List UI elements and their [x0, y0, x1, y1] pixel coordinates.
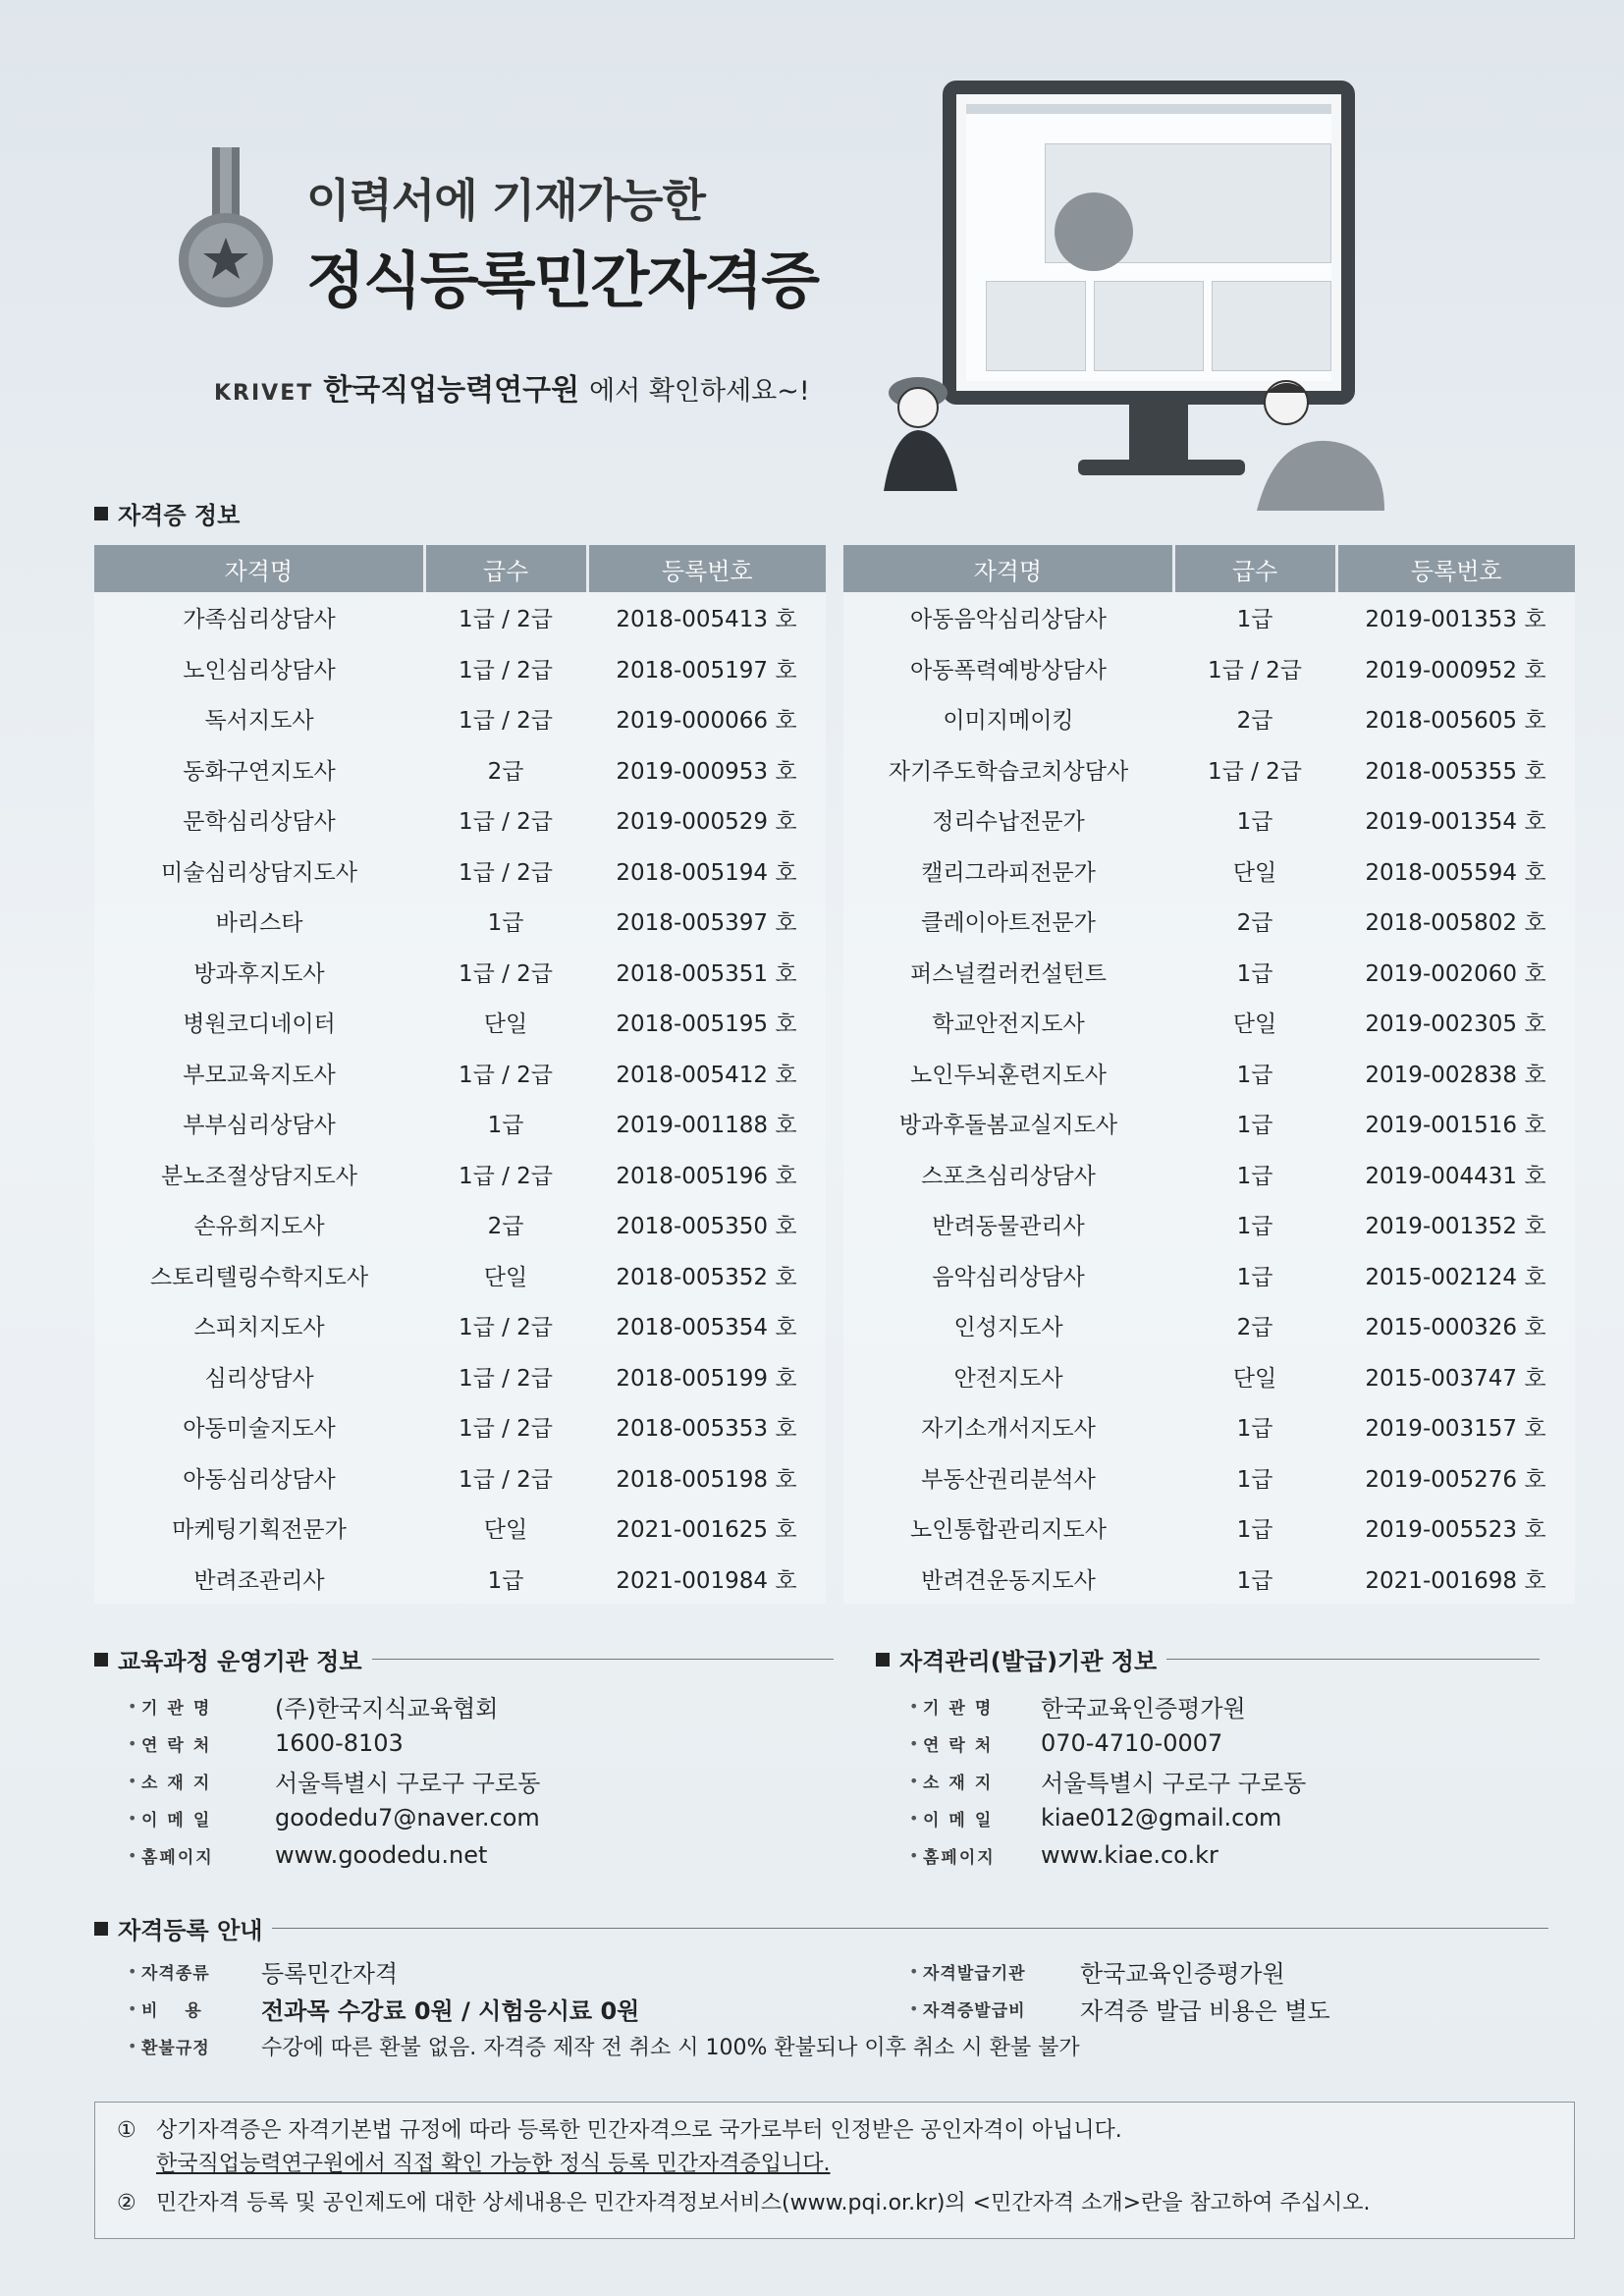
info-row: • 이메일 goodedu7@naver.com — [128, 1804, 540, 1831]
cert-reg: 2018-005195 호 — [616, 1011, 797, 1038]
cert-reg: 2019-003157 호 — [1365, 1416, 1546, 1443]
col-header-grade: 급수 — [424, 545, 587, 592]
table-row — [843, 896, 1575, 947]
info-value: (주)한국지식교육협회 — [275, 1694, 499, 1722]
cert-grade: 1급 — [1236, 809, 1273, 836]
table-row — [94, 846, 826, 897]
cert-grade: 1급 / 2급 — [458, 1315, 554, 1341]
info-value: 서울특별시 구로구 구로동 — [275, 1769, 541, 1797]
note-number: ② — [117, 2191, 136, 2215]
cert-grade: 1급 — [1236, 1416, 1273, 1443]
cert-reg: 2018-005197 호 — [616, 657, 797, 683]
cert-reg: 2018-005199 호 — [616, 1365, 797, 1392]
info-value: goodedu7@naver.com — [275, 1804, 540, 1831]
cert-grade: 2급 — [487, 758, 524, 785]
divider — [372, 1659, 834, 1660]
cert-grade: 2급 — [1236, 1315, 1273, 1341]
cert-reg: 2018-005198 호 — [616, 1466, 797, 1493]
table-row — [94, 1351, 826, 1402]
table-row — [843, 794, 1575, 846]
cert-table-right — [843, 545, 1575, 1604]
cert-grade: 1급 / 2급 — [1207, 657, 1303, 683]
table-row — [94, 1401, 826, 1452]
info-value: 한국교육인증평가원 — [1041, 1694, 1246, 1722]
cert-name: 안전지도사 — [953, 1365, 1063, 1392]
note-1 — [117, 2114, 1552, 2181]
cert-name: 부모교육지도사 — [183, 1062, 336, 1088]
info-value: 070-4710-0007 — [1041, 1729, 1223, 1757]
info-value: 1600-8103 — [275, 1729, 404, 1757]
cert-reg: 2019-001353 호 — [1365, 607, 1546, 633]
medal-icon — [177, 147, 275, 314]
table-row — [843, 1554, 1575, 1605]
cert-grade: 1급 / 2급 — [458, 708, 554, 735]
table-row — [94, 1503, 826, 1554]
cert-reg: 2018-005350 호 — [616, 1214, 797, 1240]
cert-grade: 1급 / 2급 — [458, 960, 554, 987]
cert-name: 노인심리상담사 — [183, 657, 336, 683]
info-label: 홈페이지 — [923, 1847, 996, 1868]
note-text: 한국직업능력연구원에서 직접 확인 가능한 정식 등록 민간자격증입니다. — [156, 2152, 831, 2176]
cert-reg: 2019-000953 호 — [616, 758, 797, 785]
cert-reg: 2019-000952 호 — [1365, 657, 1546, 683]
note-text: 상기자격증은 자격기본법 규정에 따라 등록한 민간자격으로 국가로부터 인정받은 공인자격이 아닙니다. — [156, 2118, 1122, 2143]
cert-grade: 2급 — [1236, 708, 1273, 735]
edu-org-label: 교육과정 운영기관 정보 — [118, 1648, 362, 1675]
info-row: • 기관명 한국교육인증평가원 — [909, 1687, 1306, 1724]
cert-reg: 2018-005397 호 — [616, 910, 797, 937]
table-row — [843, 997, 1575, 1048]
table-row — [843, 1199, 1575, 1250]
table-row — [94, 1149, 826, 1200]
cert-reg: 2019-002305 호 — [1365, 1011, 1546, 1038]
table-row — [843, 1300, 1575, 1351]
cert-reg: 2019-004431 호 — [1365, 1163, 1546, 1189]
table-row — [94, 693, 826, 744]
cert-grade: 1급 — [1236, 1466, 1273, 1493]
cert-name: 퍼스널컬러컨설턴트 — [910, 960, 1107, 987]
square-bullet-icon — [876, 1653, 890, 1667]
cert-reg: 2019-000066 호 — [616, 708, 797, 735]
registration-section-title — [94, 1911, 1548, 1945]
cert-grade: 단일 — [483, 1517, 528, 1544]
cert-reg: 2019-001354 호 — [1365, 809, 1546, 836]
cert-reg: 2015-002124 호 — [1365, 1264, 1546, 1290]
info-value: 전과목 수강료 0원 / 시험응시료 0원 — [261, 1996, 640, 2025]
cert-name: 노인두뇌훈련지도사 — [910, 1062, 1107, 1088]
cert-reg: 2018-005605 호 — [1365, 708, 1546, 735]
cert-grade: 2급 — [487, 1214, 524, 1240]
cert-section-label: 자격증 정보 — [118, 502, 241, 529]
info-value: www.goodedu.net — [275, 1841, 488, 1869]
cert-name: 캘리그라피전문가 — [921, 859, 1096, 886]
cert-reg: 2019-002060 호 — [1365, 960, 1546, 987]
cert-name: 미술심리상담지도사 — [161, 859, 357, 886]
cert-name: 아동심리상담사 — [183, 1466, 336, 1493]
info-row: • 자격발급기관 한국교육인증평가원 — [909, 1952, 1330, 1990]
cert-reg: 2018-005412 호 — [616, 1062, 797, 1088]
cert-grade: 1급 / 2급 — [458, 657, 554, 683]
krivet-tail: 에서 확인하세요~! — [589, 376, 810, 407]
table-row — [843, 1250, 1575, 1301]
info-label: 자격종류 — [141, 1963, 210, 1984]
cert-reg: 2018-005196 호 — [616, 1163, 797, 1189]
cert-name: 스토리텔링수학지도사 — [149, 1264, 369, 1290]
info-label: 비용 — [141, 2000, 229, 2021]
cert-table-left — [94, 545, 826, 1604]
info-value: 한국교육인증평가원 — [1080, 1959, 1285, 1988]
krivet-logo: KRIVET — [214, 381, 314, 406]
square-bullet-icon — [94, 1922, 108, 1936]
table-row — [843, 693, 1575, 744]
divider — [272, 1928, 1548, 1929]
note-text: 민간자격 등록 및 공인제도에 대한 상세내용은 민간자격정보서비스(www.pqi.or.kr)의 <민간자격 소개>란을 참고하여 주십시오. — [156, 2191, 1371, 2215]
table-row — [94, 1250, 826, 1301]
cert-reg: 2021-001984 호 — [616, 1567, 797, 1594]
info-label: 자격증발급비 — [923, 2000, 1026, 2021]
note-number: ① — [117, 2118, 136, 2143]
table-row — [843, 1098, 1575, 1149]
cert-grade: 1급 / 2급 — [458, 809, 554, 836]
cert-reg: 2018-005352 호 — [616, 1264, 797, 1290]
table-row — [843, 1149, 1575, 1200]
background-ghost-text — [98, 39, 149, 210]
col-header-name: 자격명 — [94, 545, 424, 592]
info-label: 소재지 — [141, 1773, 220, 1793]
cert-reg: 2018-005194 호 — [616, 859, 797, 886]
cert-name: 아동음악심리상담사 — [910, 607, 1107, 633]
header-subtitle: 이력서에 기재가능한 — [306, 174, 705, 227]
cert-reg: 2018-005802 호 — [1365, 910, 1546, 937]
cert-name: 반려동물관리사 — [932, 1214, 1085, 1240]
table-row — [94, 794, 826, 846]
cert-grade: 1급 — [1236, 960, 1273, 987]
table-row — [94, 1098, 826, 1149]
issue-org-section-title — [876, 1642, 1540, 1676]
cert-name: 심리상담사 — [204, 1365, 314, 1392]
info-label: 기관명 — [141, 1698, 220, 1719]
cert-name: 클레이아트전문가 — [921, 910, 1096, 937]
cert-name: 인성지도사 — [953, 1315, 1063, 1341]
divider — [1166, 1659, 1540, 1660]
cert-grade: 1급 — [1236, 1567, 1273, 1594]
square-bullet-icon — [94, 507, 108, 520]
info-row: • 소재지 서울특별시 구로구 구로동 — [128, 1762, 540, 1799]
cert-grade: 1급 / 2급 — [458, 1163, 554, 1189]
cert-name: 독서지도사 — [204, 708, 314, 735]
cert-name: 가족심리상담사 — [183, 607, 336, 633]
cert-grade: 단일 — [483, 1011, 528, 1038]
info-label: 자격발급기관 — [923, 1963, 1026, 1984]
cert-reg: 2015-003747 호 — [1365, 1365, 1546, 1392]
cert-grade: 단일 — [483, 1264, 528, 1290]
table-row — [94, 1048, 826, 1099]
krivet-name: 한국직업능력연구원 — [323, 373, 580, 408]
table-row — [94, 592, 826, 643]
cert-reg: 2018-005355 호 — [1365, 758, 1546, 785]
cert-grade: 단일 — [1232, 859, 1277, 886]
cert-grade: 1급 / 2급 — [458, 1416, 554, 1443]
cert-name: 마케팅기획전문가 — [172, 1517, 347, 1544]
cert-reg: 2015-000326 호 — [1365, 1315, 1546, 1341]
cert-grade: 1급 — [1236, 1163, 1273, 1189]
table-row — [843, 947, 1575, 998]
edu-org-section-title — [94, 1642, 834, 1676]
cert-name: 바리스타 — [215, 910, 303, 937]
info-label: 이메일 — [141, 1810, 220, 1831]
table-row — [94, 643, 826, 694]
cert-name: 학교안전지도사 — [932, 1011, 1085, 1038]
cert-name: 손유희지도사 — [193, 1214, 325, 1240]
table-row — [94, 744, 826, 795]
table-row — [843, 592, 1575, 643]
cert-reg: 2018-005354 호 — [616, 1315, 797, 1341]
cert-reg: 2019-005523 호 — [1365, 1517, 1546, 1544]
cert-reg: 2019-001516 호 — [1365, 1113, 1546, 1139]
issue-org-label: 자격관리(발급)기관 정보 — [899, 1648, 1158, 1675]
cert-grade: 1급 — [487, 1113, 524, 1139]
cert-reg: 2019-002838 호 — [1365, 1062, 1546, 1088]
info-label: 홈페이지 — [141, 1847, 214, 1868]
edu-org-info — [128, 1687, 540, 1874]
cert-reg: 2018-005413 호 — [616, 607, 797, 633]
registration-label: 자격등록 안내 — [118, 1917, 263, 1944]
info-row: • 자격종류 등록민간자격 — [128, 1952, 1080, 1990]
cert-grade: 1급 / 2급 — [1207, 758, 1303, 785]
cert-name: 노인통합관리지도사 — [910, 1517, 1107, 1544]
table-row — [94, 997, 826, 1048]
cert-name: 스포츠심리상담사 — [921, 1163, 1096, 1189]
info-row: • 기관명 (주)한국지식교육협회 — [128, 1687, 540, 1724]
info-label: 연락처 — [923, 1735, 1001, 1756]
cert-name: 분노조절상담지도사 — [161, 1163, 357, 1189]
info-label: 환불규정 — [141, 2038, 210, 2058]
table-row — [843, 1503, 1575, 1554]
cert-reg: 2019-001352 호 — [1365, 1214, 1546, 1240]
info-row: • 홈페이지 www.kiae.co.kr — [909, 1841, 1218, 1869]
monitor-stand — [1129, 405, 1188, 464]
cert-grade: 단일 — [1232, 1011, 1277, 1038]
issue-org-info — [909, 1687, 1306, 1874]
person-illustration — [1247, 373, 1394, 511]
table-row — [843, 1048, 1575, 1099]
table-row — [94, 1199, 826, 1250]
cert-grade: 단일 — [1232, 1365, 1277, 1392]
cert-name: 반려조관리사 — [193, 1567, 325, 1594]
cert-reg: 2019-000529 호 — [616, 809, 797, 836]
cert-grade: 1급 — [1236, 1264, 1273, 1290]
table-row — [94, 1452, 826, 1503]
info-value: 수강에 따른 환불 없음. 자격증 제작 전 취소 시 100% 환불되나 이후 취소 시 환불 불가 — [261, 2035, 1080, 2060]
square-bullet-icon — [94, 1653, 108, 1667]
cert-grade: 1급 / 2급 — [458, 1365, 554, 1392]
table-row — [843, 744, 1575, 795]
monitor-illustration — [943, 81, 1355, 405]
table-row — [843, 1452, 1575, 1503]
notes-box — [94, 2102, 1575, 2239]
cert-reg: 2019-005276 호 — [1365, 1466, 1546, 1493]
cert-grade: 1급 — [1236, 1062, 1273, 1088]
cert-reg: 2018-005351 호 — [616, 960, 797, 987]
cert-name: 정리수납전문가 — [932, 809, 1085, 836]
monitor-base — [1078, 460, 1245, 475]
table-row — [843, 643, 1575, 694]
person-illustration — [864, 363, 972, 491]
cert-name: 이미지메이킹 — [943, 708, 1074, 735]
registration-info-right — [909, 1952, 1330, 2027]
info-value: 서울특별시 구로구 구로동 — [1041, 1769, 1307, 1797]
cert-name: 부부심리상담사 — [183, 1113, 336, 1139]
cert-name: 아동미술지도사 — [183, 1416, 336, 1443]
info-label: 연락처 — [141, 1735, 220, 1756]
cert-name: 아동폭력예방상담사 — [910, 657, 1107, 683]
info-label: 이메일 — [923, 1810, 1001, 1831]
info-value: 자격증 발급 비용은 별도 — [1080, 1996, 1330, 2025]
cert-grade: 1급 — [1236, 607, 1273, 633]
info-value: www.kiae.co.kr — [1041, 1841, 1218, 1869]
cert-grade: 1급 / 2급 — [458, 607, 554, 633]
cert-name: 스피치지도사 — [193, 1315, 325, 1341]
cert-reg: 2021-001625 호 — [616, 1517, 797, 1544]
cert-name: 문학심리상담사 — [183, 809, 336, 836]
info-label: 소재지 — [923, 1773, 1001, 1793]
cert-name: 방과후지도사 — [193, 960, 325, 987]
info-row: • 연락처 070-4710-0007 — [909, 1729, 1223, 1757]
note-2 — [117, 2187, 1552, 2220]
cert-grade: 1급 — [1236, 1517, 1273, 1544]
cert-name: 자기주도학습코치상담사 — [888, 758, 1129, 785]
header-title: 정식등록민간자격증 — [306, 245, 819, 316]
cert-grade: 1급 / 2급 — [458, 859, 554, 886]
cert-name: 방과후돌봄교실지도사 — [898, 1113, 1118, 1139]
info-row: • 이메일 kiae012@gmail.com — [909, 1804, 1282, 1831]
col-header-reg: 등록번호 — [587, 545, 826, 592]
table-row — [94, 1300, 826, 1351]
table-row — [843, 1401, 1575, 1452]
info-row: • 홈페이지 www.goodedu.net — [128, 1841, 488, 1869]
cert-grade: 1급 — [1236, 1113, 1273, 1139]
cert-grade: 1급 / 2급 — [458, 1062, 554, 1088]
col-header-name: 자격명 — [843, 545, 1173, 592]
cert-grade: 1급 — [487, 910, 524, 937]
cert-name: 음악심리상담사 — [932, 1264, 1085, 1290]
cert-name: 반려견운동지도사 — [921, 1567, 1096, 1594]
table-row — [94, 1554, 826, 1605]
table-row — [94, 896, 826, 947]
cert-grade: 1급 — [1236, 1214, 1273, 1240]
cert-grade: 1급 / 2급 — [458, 1466, 554, 1493]
col-header-reg: 등록번호 — [1336, 545, 1575, 592]
col-header-grade: 급수 — [1173, 545, 1336, 592]
info-row: • 환불규정 수강에 따른 환불 없음. 자격증 제작 전 취소 시 100% 환불되나 이후 취소 시 환불 불가 — [128, 2027, 1080, 2064]
info-row: • 자격증발급비 자격증 발급 비용은 별도 — [909, 1990, 1330, 2027]
info-value: kiae012@gmail.com — [1041, 1804, 1282, 1831]
info-row: • 비용 전과목 수강료 0원 / 시험응시료 0원 — [128, 1990, 1080, 2027]
cert-reg: 2019-001188 호 — [616, 1113, 797, 1139]
table-row — [94, 947, 826, 998]
cert-name: 병원코디네이터 — [183, 1011, 336, 1038]
cert-name: 자기소개서지도사 — [921, 1416, 1096, 1443]
cert-reg: 2021-001698 호 — [1365, 1567, 1546, 1594]
info-label: 기관명 — [923, 1698, 1001, 1719]
cert-name: 부동산권리분석사 — [921, 1466, 1096, 1493]
info-value: 등록민간자격 — [261, 1959, 399, 1988]
cert-reg: 2018-005353 호 — [616, 1416, 797, 1443]
table-row — [843, 846, 1575, 897]
table-row — [843, 1351, 1575, 1402]
cert-reg: 2018-005594 호 — [1365, 859, 1546, 886]
cert-grade: 2급 — [1236, 910, 1273, 937]
krivet-line — [214, 365, 810, 409]
cert-section-title — [94, 496, 240, 530]
cert-name: 동화구연지도사 — [183, 758, 336, 785]
cert-grade: 1급 — [487, 1567, 524, 1594]
info-row: • 소재지 서울특별시 구로구 구로동 — [909, 1762, 1306, 1799]
info-row: • 연락처 1600-8103 — [128, 1729, 404, 1757]
